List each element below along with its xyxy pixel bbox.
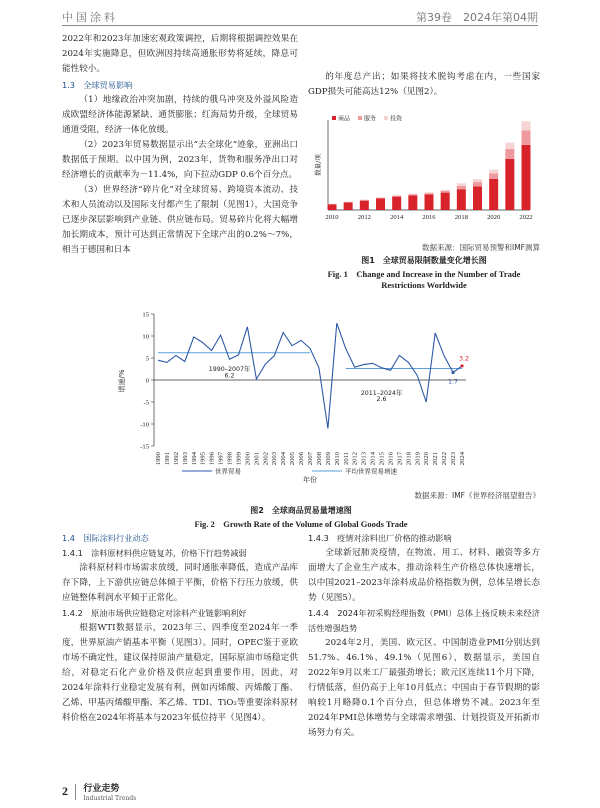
bar-segment (408, 194, 417, 195)
annotation: 3.2 (458, 355, 470, 363)
bar-segment (505, 159, 514, 210)
paragraph: 2022年和2023年加速宏观政策调控，后期将根据调控效果在2024年实施降息，但欧洲因持续高通胀形势将延续，降息可能性较小。 (62, 34, 298, 74)
x-tick-label: 2004 (280, 452, 288, 466)
figure-1-caption-en: Fig. 1 Change and Increase in the Number of Trade Restrictions Worldwide (327, 269, 521, 290)
bar-segment (522, 121, 531, 130)
paragraph: （1）地缘政治冲突加剧，持续的俄乌冲突及外溢风险造成欧盟经济体能源紧缺、通货膨胀；红海局势升级，全球贸易通道受阻，经济一体化放缓。 (62, 95, 298, 135)
x-tick-label: 2010 (333, 452, 341, 466)
y-tick-label: 5 (145, 355, 149, 363)
section-heading-1-4-1: 1.4.1 涂料原材料供应链复苏，价格下行趋势减弱 (62, 548, 247, 558)
legend-swatch (384, 116, 388, 120)
y-tick-label: -15 (140, 443, 149, 451)
figure-2 (62, 306, 540, 530)
x-tick-label: 1990 (155, 452, 162, 466)
bar-segment (376, 198, 385, 199)
annotation: 2.6 (376, 396, 387, 404)
section-heading-1-3: 1.3 全球贸易影响 (62, 80, 133, 90)
figure-2-caption-en: Fig. 2 Growth Rate of the Volume of Global Goods Trade (194, 519, 408, 529)
x-tick-label: 2018 (454, 214, 468, 221)
x-tick-label: 2009 (324, 452, 332, 466)
x-axis-label: 年份 (303, 476, 317, 484)
legend-label: 商品 (338, 115, 351, 123)
x-tick-label: 2020 (487, 214, 501, 221)
bar-segment (457, 189, 466, 210)
bar-segment (489, 170, 498, 174)
x-tick-label: 2006 (298, 452, 306, 466)
x-tick-label: 2013 (360, 452, 368, 466)
x-tick-label: 2000 (244, 452, 252, 466)
x-tick-label: 1998 (226, 452, 234, 466)
x-tick-label: 1996 (208, 452, 216, 466)
right-column-bottom (308, 531, 540, 741)
bar-segment (473, 179, 482, 182)
left-column-bottom (62, 531, 298, 726)
paragraph: （2）2023年贸易数据显示出“去全球化”迹象，亚洲出口数据低于预期。以中国为例，2023年，货物和服务净出口对经济增长的贡献率为－11.4%，向下拉动GDP 0.6个百分点。 (62, 140, 298, 180)
y-tick-label: -10 (140, 421, 149, 429)
section-heading-1-4-3: 1.4.3 疫情对涂料出厂价格的推动影响 (308, 533, 452, 543)
x-tick-label: 2023 (450, 452, 458, 466)
x-tick-label: 2003 (271, 452, 279, 466)
legend-label: 服务 (364, 115, 377, 123)
paragraph: 的年度总产出；如果将技术脱钩考虑在内，一些国家GDP损失可能高达12%（见图2）。 (308, 72, 540, 97)
y-tick-label: 15 (142, 311, 149, 319)
x-tick-label: 2007 (307, 452, 314, 466)
x-tick-label: 2008 (315, 452, 323, 466)
bar-segment (473, 186, 482, 210)
legend-swatch (358, 116, 362, 120)
figure-1 (308, 110, 540, 302)
bar-segment (344, 202, 353, 203)
x-tick-label: 2002 (262, 452, 270, 466)
footer-divider (75, 784, 76, 800)
issue-info: 第39卷 2024年第04期 (416, 11, 538, 24)
bar-segment (344, 203, 353, 210)
bar-segment (441, 190, 450, 191)
page-number: 2 (62, 784, 68, 798)
section-heading-1-4-2: 1.4.2 原油市场供应链稳定对涂料产业链影响利好 (62, 608, 247, 618)
x-tick-label: 1999 (235, 452, 243, 466)
x-tick-label: 2014 (390, 214, 404, 221)
x-tick-label: 2011 (342, 452, 350, 465)
paragraph: （3）世界经济“碎片化”对全球贸易、跨境资本流动、技术和人员流动以及国际支付都产生了限制（见图1），大国竞争已逐步深层影响到产业链、供应链布局。贸易碎片化将大幅增加长期成本，预计可达到正常情况下全球产出的0.2%～7%，相当于德国和日本 (62, 185, 298, 255)
y-axis-label: 增速/% (118, 369, 126, 393)
bar-segment (425, 194, 434, 210)
figure-1-caption-cn: 图1 全球贸易限制数量变化增长图 (361, 256, 487, 265)
figure-2-source: 数据来源：IMF《世界经济展望报告》 (414, 491, 540, 500)
paragraph: 全球新冠肺炎疫情，在物流、用工、材料、融资等多方面增大了企业生产成本，推动涂料生产价格总体快速增长，以中国2021–2023年涂料成品价格指数为例，总体呈增长态势（见图5）。 (308, 548, 540, 603)
x-tick-label: 2016 (387, 452, 395, 466)
x-tick-label: 2021 (432, 452, 440, 466)
goods-trade-growth-chart (62, 306, 540, 484)
bar-segment (441, 191, 450, 193)
x-tick-label: 2017 (396, 452, 404, 466)
figure-2-caption-cn: 图2 全球商品贸易量增速图 (250, 506, 352, 515)
bar-segment (505, 149, 514, 159)
bar-segment (473, 182, 482, 186)
bar-segment (505, 143, 514, 149)
bar-segment (360, 200, 369, 201)
x-tick-label: 1994 (190, 452, 198, 466)
x-tick-label: 2020 (423, 452, 431, 466)
x-tick-label: 2005 (289, 452, 297, 466)
x-tick-label: 1997 (217, 452, 225, 466)
bar-segment (408, 194, 417, 195)
trade-restrictions-chart (308, 110, 540, 232)
x-tick-label: 1992 (172, 452, 180, 466)
page-header (62, 4, 538, 26)
bar-segment (408, 195, 417, 210)
annotation: 1.7 (448, 378, 459, 386)
x-tick-label: 2016 (422, 214, 436, 221)
y-tick-label: 0 (145, 377, 149, 385)
data-point-2023 (451, 371, 454, 374)
bar-segment (425, 192, 434, 193)
bar-segment (522, 145, 531, 210)
x-tick-label: 2024 (459, 452, 466, 466)
world-trade-line (158, 323, 462, 428)
x-tick-label: 2012 (351, 452, 359, 466)
bar-segment (392, 195, 401, 196)
bar-segment (489, 173, 498, 179)
bar-segment (392, 196, 401, 197)
y-tick-label: -5 (143, 399, 149, 407)
x-tick-label: 2015 (378, 452, 386, 466)
left-column-top (62, 32, 298, 258)
page-footer (62, 784, 136, 804)
annotation: 6.2 (224, 372, 235, 380)
x-tick-label: 1993 (181, 452, 189, 466)
x-tick-label: 1995 (199, 452, 207, 466)
legend-label: 世界贸易 (215, 467, 241, 476)
footer-section: 行业走势 (83, 784, 120, 794)
bar-segment (441, 193, 450, 210)
x-tick-label: 2022 (519, 214, 533, 221)
section-heading-1-4: 1.4 国际涂料行业动态 (62, 533, 149, 543)
y-tick-label: 10 (142, 333, 149, 341)
x-tick-label: 2019 (414, 452, 422, 466)
bar-segment (457, 183, 466, 185)
y-axis-label: 数量/项 (314, 154, 322, 176)
figure-1-source: 数据来源：国际贸易预警和IMF测算 (422, 243, 540, 252)
paragraph: 2024年2月，美国、欧元区、中国制造业PMI分别达到51.7%、46.1%、49.1%（见图6），数据显示，美国自2022年9月以来工厂最强劲增长；欧元区连续11个月下降，行情低落，但仍高于上年10月低点；中国由于春节假期的影响较1月略降0.1个百分点，但总体增势不减。2023年至2024年PMI总体增势与全球需求增强、计划投资及开拓新市场努力有关。 (308, 638, 540, 738)
paragraph: 涂料原材料市场需求放缓，同时通胀率降低，造成产品库存下降，上下游供应链总体倾于平衡，价格下行压力放缓，供应链整体利润水平倾于正常化。 (62, 563, 298, 603)
bar-segment (425, 193, 434, 194)
section-heading-1-4-4: 1.4.4 2024年初采购经理指数（PMI）总体上扬反映未来经济活性增强趋势 (308, 608, 540, 633)
annotation: 2011–2024年 (360, 389, 403, 397)
right-column-top (308, 70, 540, 100)
bar-segment (328, 204, 337, 210)
journal-name: 中国涂料 (62, 11, 118, 24)
x-tick-label: 1991 (163, 452, 171, 466)
bar-segment (392, 197, 401, 210)
paragraph: 根据WTI数据显示，2023年三、四季度至2024年一季度，世界原油产销基本平衡（见图3）。同时，OPEC鉴于亚欧市场不确定性，建议保持原油产量稳定，国际原油市场稳定供给，对稳定石化产业价格及供应起到重要作用，因此，对2024年涂料行业稳定发展有利，例如丙烯酸、丙烯酸丁酯、乙烯、甲基丙烯酸甲酯、苯乙烯、TDI、TiO₂等重要涂料原材料价格在2024年将基本与2023年低位持平（见图4）。 (62, 623, 298, 723)
x-tick-label: 2010 (325, 214, 339, 221)
bar-segment (360, 201, 369, 210)
legend-label: 投资 (390, 115, 403, 123)
bar-segment (489, 179, 498, 210)
bar-segment (457, 186, 466, 189)
footer-section-en: Industrial Trends (83, 795, 137, 802)
x-tick-label: 2012 (357, 214, 371, 221)
annotation: 1990–2007年 (208, 366, 251, 374)
bar-segment (376, 199, 385, 210)
bar-segment (522, 131, 531, 145)
x-tick-label: 2018 (405, 452, 413, 466)
legend-label: 平均世界贸易增速 (345, 467, 397, 476)
x-tick-label: 2014 (369, 452, 377, 466)
x-tick-label: 2001 (253, 452, 261, 466)
data-point-2024 (460, 364, 463, 367)
x-tick-label: 2022 (441, 452, 449, 466)
legend-swatch (332, 116, 336, 120)
